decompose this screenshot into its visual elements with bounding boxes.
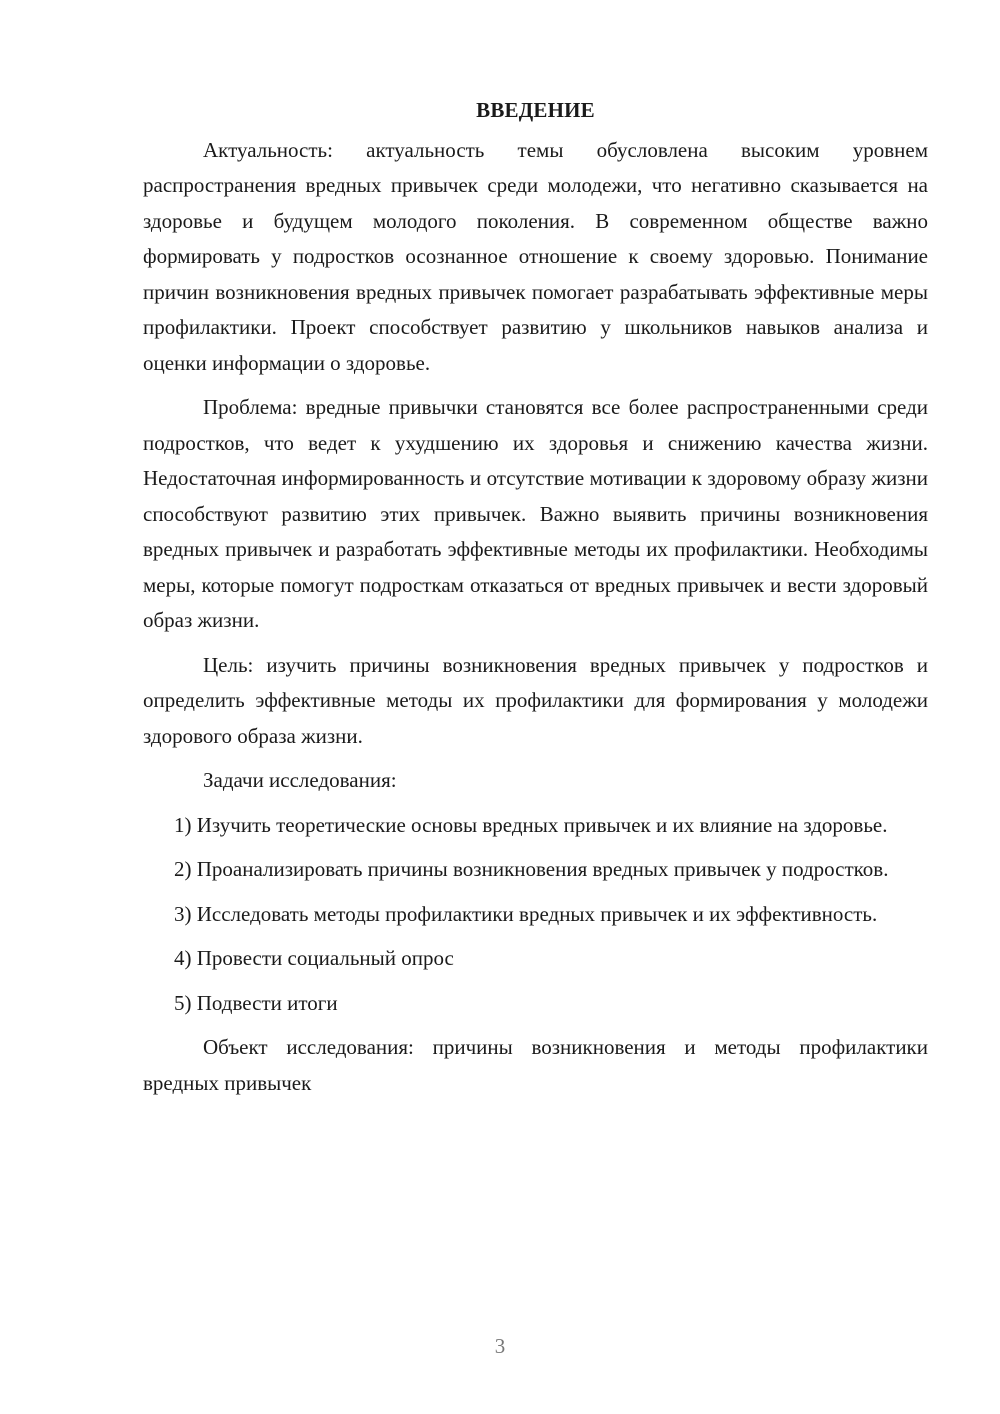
page-content xyxy=(143,93,928,1101)
task-item-2: 2) Проанализировать причины возникновения вредных привычек у подростков. xyxy=(174,857,889,881)
task-item-3: 3) Исследовать методы профилактики вредных привычек и их эффективность. xyxy=(174,901,878,926)
section-title: ВВЕДЕНИЕ xyxy=(476,98,595,122)
task-item-4: 4) Провести социальный опрос xyxy=(174,946,454,970)
task-item-5: 5) Подвести итоги xyxy=(174,990,338,1015)
relevance-paragraph: Актуальность: актуальность темы обусловлена высоким уровнем распространения вредных привычек среди молодежи, что негативно сказывается на здоровье и будущем молодого поколения. В современном обществе важно формировать у подростков осознанное отношение к своему здоровью. Понимание причин возникновения вредных привычек помогает разрабатывать эффективные меры профилактики. Проект способствует развитию у школьников навыков анализа и оценки информации о здоровье. xyxy=(143,137,928,375)
object-paragraph: Объект исследования: причины возникновения и методы профилактики вредных привычек xyxy=(143,1035,928,1095)
tasks-heading: Задачи исследования: xyxy=(203,768,397,792)
goal-paragraph: Цель: изучить причины возникновения вредных привычек у подростков и определить эффективные методы их профилактики для формирования у молодежи здорового образа жизни. xyxy=(143,652,928,748)
problem-paragraph: Проблема: вредные привычки становятся все более распространенными среди подростков, что ведет к ухудшению их здоровья и снижению качества жизни. Недостаточная информированность и отсутствие мотивации к здоровому образу жизни способствуют развитию этих привычек. Важно выявить причины возникновения вредных привычек и разработать эффективные методы их профилактики. Необходимы меры, которые помогут подросткам отказаться от вредных привычек и вести здоровый образ жизни. xyxy=(143,395,928,632)
page-number: 3 xyxy=(494,1334,506,1358)
task-item-1: 1) Изучить теоретические основы вредных привычек и их влияние на здоровье. xyxy=(174,812,888,837)
